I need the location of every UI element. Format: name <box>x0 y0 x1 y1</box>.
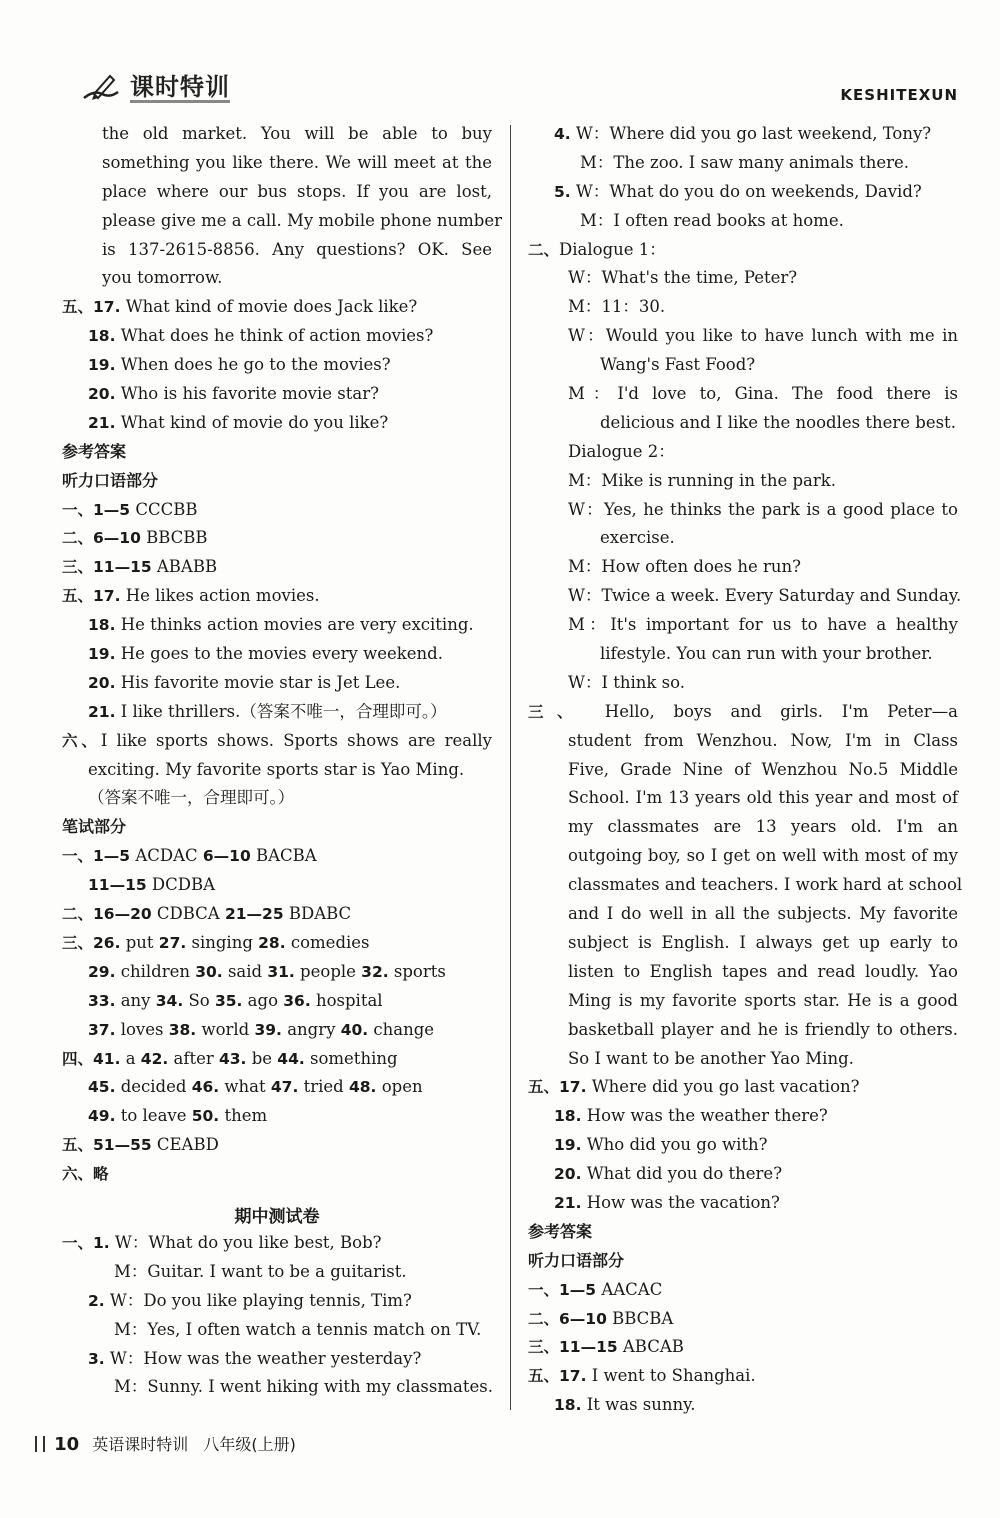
text-line <box>528 871 963 900</box>
item-text: a <box>120 1048 141 1068</box>
item-text: Five, Grade Nine of Wenzhou No.5 Middle <box>568 759 958 779</box>
item-text: W：What do you like best, Bob? <box>109 1232 382 1252</box>
text-line <box>62 1160 492 1189</box>
item-text: W：How was the weather yesterday? <box>104 1348 422 1368</box>
item-text: lifestyle. You can run with your brother. <box>600 644 933 664</box>
item-number: 6—10 <box>202 847 251 866</box>
text-line <box>62 120 492 149</box>
item-number: 33. <box>88 991 116 1010</box>
item-text: subject is English. I always get up early to <box>568 932 958 952</box>
item-text: Who is his favorite movie star? <box>115 384 379 404</box>
item-text: something <box>304 1048 398 1068</box>
item-number: 六、 <box>62 731 101 750</box>
item-number: 五、51—55 <box>62 1136 152 1155</box>
text-line <box>528 1131 958 1160</box>
item-number: 二、6—10 <box>62 529 141 548</box>
text-line <box>62 351 492 380</box>
item-text: So I want to be another Yao Ming. <box>568 1048 854 1068</box>
item-number: 36. <box>283 991 311 1010</box>
text-line <box>528 149 958 178</box>
item-number: 4. <box>554 125 571 143</box>
item-number: 21. <box>554 1193 582 1212</box>
text-line <box>62 380 492 409</box>
item-text: M：It's important for us to have a healthy <box>568 615 958 635</box>
item-number: 37. <box>88 1020 116 1039</box>
item-text: How was the weather there? <box>581 1106 828 1126</box>
page-number: 10 <box>54 1434 80 1455</box>
item-number: 三、26. <box>62 933 121 952</box>
item-number: 21. <box>88 413 116 432</box>
text-line <box>528 842 958 871</box>
item-text: It was sunny. <box>581 1395 696 1415</box>
item-text: delicious and I like the noodles there best. <box>600 412 956 432</box>
item-text: them <box>219 1106 268 1126</box>
item-number: 21. <box>88 702 116 721</box>
text-line <box>62 207 502 236</box>
item-text: comedies <box>285 932 370 952</box>
text-line <box>528 611 958 640</box>
item-text: exciting. My favorite sports star is Yao Ming. <box>88 759 465 779</box>
item-number: 47. <box>270 1078 299 1097</box>
item-number: 44. <box>277 1049 305 1068</box>
item-text: School. I'm 13 years old this year and most of <box>568 788 958 808</box>
item-text: listen to English tapes and read loudly. Yao <box>568 961 958 981</box>
item-text: exercise. <box>600 528 675 548</box>
text-line <box>528 178 958 207</box>
text-line <box>62 958 492 987</box>
item-text: singing <box>186 932 259 952</box>
text-line <box>528 438 958 467</box>
item-text: after <box>168 1048 219 1068</box>
item-text: So <box>183 990 215 1010</box>
item-number: 二、 <box>528 240 560 259</box>
item-text: Dialogue 2： <box>568 441 675 461</box>
item-number: 19. <box>88 356 116 375</box>
item-text: is 137-2615-8856. Any questions? OK. See <box>102 239 492 259</box>
item-text: tried <box>298 1077 349 1097</box>
item-number: 三、11—15 <box>528 1338 618 1357</box>
text-line <box>62 236 492 265</box>
item-number: 3. <box>88 1349 105 1368</box>
item-number: 五、17. <box>528 1078 587 1097</box>
item-text: DCDBA <box>146 875 216 895</box>
text-line <box>528 207 958 236</box>
text-line <box>528 813 958 842</box>
item-text: open <box>376 1077 423 1097</box>
item-text: CEABD <box>151 1135 219 1155</box>
item-text: be <box>246 1048 278 1068</box>
item-text: M：Yes, I often watch a tennis match on TV. <box>114 1319 482 1339</box>
text-line <box>528 496 958 525</box>
heading-text: 笔试部分 <box>62 817 127 837</box>
item-number: 19. <box>88 645 116 664</box>
item-number: 46. <box>191 1078 220 1097</box>
item-number: 18. <box>88 616 116 635</box>
text-line <box>62 264 492 293</box>
text-line <box>528 351 958 380</box>
item-text: M：The zoo. I saw many animals there. <box>580 152 910 172</box>
item-text: please give me a call. My mobile phone number <box>102 210 502 230</box>
item-number: 48. <box>348 1078 377 1097</box>
item-text: I like thrillers.（答案不唯一，合理即可。） <box>115 701 447 721</box>
text-line <box>62 149 492 178</box>
item-text: What did you do there? <box>581 1164 783 1184</box>
item-text: M：I'd love to, Gina. The food there is <box>568 384 958 404</box>
item-number: 五、17. <box>528 1367 587 1386</box>
item-text: M：11：30. <box>568 297 666 317</box>
item-number: 43. <box>218 1049 247 1068</box>
text-line <box>528 756 958 785</box>
item-text: the old market. You will be able to buy <box>102 124 492 143</box>
section-heading <box>528 1247 958 1276</box>
item-number: 二、16—20 <box>62 905 152 924</box>
item-text: BDABC <box>283 904 352 924</box>
text-line <box>528 640 958 669</box>
item-text: place where our bus stops. If you are lost, <box>102 181 492 201</box>
left-column <box>62 120 502 1402</box>
text-line <box>528 293 958 322</box>
text-line <box>528 698 958 727</box>
item-text: ACDAC <box>130 846 203 866</box>
text-line <box>528 1362 958 1391</box>
item-text: BBCBA <box>606 1308 674 1328</box>
item-text: W：What do you do on weekends, David? <box>570 181 922 201</box>
item-number: 五、17. <box>62 298 121 317</box>
item-number: 27. <box>158 933 187 952</box>
text-line <box>62 553 492 582</box>
pen-icon <box>80 72 122 104</box>
text-line <box>528 236 958 265</box>
section-heading <box>62 813 492 842</box>
item-number: 19. <box>554 1136 582 1155</box>
item-text: ago <box>242 990 284 1010</box>
item-number: 18. <box>88 327 116 346</box>
section-heading <box>62 467 492 496</box>
page-footer <box>35 1432 296 1455</box>
item-text: AACAC <box>596 1279 663 1299</box>
text-line <box>62 524 492 553</box>
item-text: and I do well in all the subjects. My favorite <box>568 904 958 924</box>
book-title: 英语课时特训 <box>92 1435 189 1454</box>
brand-name: 课时特训 <box>130 72 230 101</box>
item-text: outgoing boy, so I get on well with most of my <box>568 846 958 866</box>
text-line <box>62 756 492 785</box>
item-number: 11—15 <box>88 876 147 895</box>
item-number: 42. <box>140 1049 169 1068</box>
item-number: 一、1—5 <box>62 500 131 519</box>
text-line <box>62 842 492 871</box>
item-text: He likes action movies. <box>120 586 320 606</box>
item-number: 38. <box>168 1020 197 1039</box>
text-line <box>528 264 958 293</box>
text-line <box>62 1102 492 1131</box>
text-line <box>62 1345 492 1374</box>
text-line <box>62 322 492 351</box>
text-line <box>528 1073 958 1102</box>
item-text: M：I often read books at home. <box>580 210 844 230</box>
brand-logo <box>80 72 230 104</box>
text-line <box>528 553 958 582</box>
text-line <box>528 784 958 813</box>
item-text: Dialogue 1： <box>559 239 666 259</box>
item-number: 5. <box>554 182 571 201</box>
text-line <box>528 929 958 958</box>
item-text: BACBA <box>250 846 317 866</box>
item-text: His favorite movie star is Jet Lee. <box>115 672 401 692</box>
item-text: any <box>115 990 156 1010</box>
item-number: 18. <box>554 1107 582 1126</box>
item-text: M：Sunny. I went hiking with my classmates. <box>114 1377 493 1397</box>
item-text: I like sports shows. Sports shows are really <box>100 730 492 750</box>
item-text: classmates and teachers. I work hard at school <box>568 875 963 895</box>
text-line <box>62 496 492 525</box>
item-text: CDBCA <box>151 904 225 924</box>
item-text: He goes to the movies every weekend. <box>115 644 443 664</box>
item-text: W：Twice a week. Every Saturday and Sunday. <box>568 586 962 606</box>
page-header <box>0 60 1000 110</box>
text-line <box>528 1305 958 1334</box>
item-number: 五、17. <box>62 587 121 606</box>
item-number: 2. <box>88 1291 105 1310</box>
item-text: M：Mike is running in the park. <box>568 470 836 490</box>
text-line <box>62 640 492 669</box>
text-line <box>528 958 958 987</box>
item-text: How was the vacation? <box>581 1192 780 1212</box>
item-text: student from Wenzhou. Now, I'm in Class <box>568 730 958 750</box>
text-line <box>62 1045 492 1074</box>
text-line <box>528 322 958 351</box>
item-number: 一、1. <box>62 1233 110 1252</box>
item-number: 40. <box>340 1020 369 1039</box>
item-text: my classmates are 13 years old. I'm an <box>568 817 958 837</box>
heading-text: 听力口语部分 <box>62 470 159 490</box>
item-number: 34. <box>155 991 184 1010</box>
text-line <box>62 1229 492 1258</box>
heading-text: 听力口语部分 <box>528 1250 625 1270</box>
header-right-text: KESHITEXUN <box>840 86 958 104</box>
text-line <box>62 1131 492 1160</box>
text-line <box>62 611 492 640</box>
text-line <box>528 1045 958 1074</box>
text-line <box>62 178 492 207</box>
text-line <box>528 380 958 409</box>
item-text: What kind of movie do you like? <box>115 412 389 432</box>
item-number: 28. <box>258 933 286 952</box>
item-text: Where did you go last vacation? <box>586 1077 860 1097</box>
text-line <box>62 987 492 1016</box>
item-text: W：Yes, he thinks the park is a good place to <box>568 499 958 519</box>
text-line <box>528 582 962 611</box>
text-line <box>528 669 958 698</box>
item-text: world <box>196 1019 255 1039</box>
item-number: 50. <box>191 1107 220 1126</box>
item-number: 39. <box>254 1020 282 1039</box>
section-heading <box>528 1218 958 1247</box>
text-line <box>528 727 958 756</box>
item-text: M：Guitar. I want to be a guitarist. <box>114 1261 407 1281</box>
text-line <box>528 1189 958 1218</box>
item-text: W：Do you like playing tennis, Tim? <box>104 1290 412 1310</box>
item-number: 三、 <box>528 702 587 721</box>
item-text: What does he think of action movies? <box>115 326 434 346</box>
item-text: W：I think so. <box>568 672 685 692</box>
text-line <box>62 1258 492 1287</box>
item-number: 20. <box>88 385 116 404</box>
heading-text: 参考答案 <box>62 441 127 461</box>
item-number: 一、1—5 <box>528 1280 597 1299</box>
text-line <box>62 1373 492 1402</box>
item-number: 32. <box>361 962 389 981</box>
text-line <box>62 698 492 727</box>
text-line <box>62 900 492 929</box>
item-text: to leave <box>115 1106 192 1126</box>
text-line <box>528 120 958 149</box>
item-text: W：What's the time, Peter? <box>568 268 798 288</box>
item-text: ABCAB <box>617 1337 684 1357</box>
item-number: 29. <box>88 962 116 981</box>
text-line <box>62 669 492 698</box>
item-text: M：How often does he run? <box>568 557 801 577</box>
item-number: 三、11—15 <box>62 558 152 577</box>
item-text: hospital <box>310 990 383 1010</box>
text-line <box>62 727 492 756</box>
item-text: decided <box>115 1077 192 1097</box>
text-line <box>528 1160 958 1189</box>
text-line <box>528 409 958 438</box>
text-line <box>62 1316 492 1345</box>
item-text: What kind of movie does Jack like? <box>120 297 418 317</box>
item-text: you tomorrow. <box>102 268 223 288</box>
text-line <box>528 1102 958 1131</box>
text-line <box>528 900 958 929</box>
item-text: （答案不唯一，合理即可。） <box>88 788 295 808</box>
item-number: 18. <box>554 1396 582 1415</box>
item-text: He thinks action movies are very exciting. <box>115 615 474 635</box>
item-text: Hello, boys and girls. I'm Peter—a <box>586 701 958 721</box>
item-number: 六、略 <box>62 1165 109 1184</box>
item-number: 一、1—5 <box>62 847 131 866</box>
text-line <box>62 582 492 611</box>
text-line <box>528 1016 958 1045</box>
text-line <box>62 929 492 958</box>
item-text: Ming is my favorite sports star. He is a good <box>568 990 958 1010</box>
column-divider <box>510 125 511 1410</box>
book-grade: 八年级(上册) <box>203 1435 296 1454</box>
text-line <box>528 1391 958 1420</box>
item-text: put <box>120 932 159 952</box>
item-text: When does he go to the movies? <box>115 355 391 375</box>
heading-text: 参考答案 <box>528 1221 593 1241</box>
text-line <box>528 1276 958 1305</box>
item-number: 四、41. <box>62 1049 121 1068</box>
item-text: Who did you go with? <box>581 1135 768 1155</box>
item-number: 20. <box>88 673 116 692</box>
item-text: W：Where did you go last weekend, Tony? <box>570 124 932 143</box>
item-text: basketball player and he is friendly to others. <box>568 1019 958 1039</box>
item-text: W：Would you like to have lunch with me in <box>568 326 958 346</box>
item-number: 45. <box>88 1078 116 1097</box>
item-text: said <box>222 961 268 981</box>
item-text: CCCBB <box>130 499 198 519</box>
section-heading <box>62 438 492 467</box>
text-line <box>62 784 492 813</box>
item-text: what <box>219 1077 271 1097</box>
item-text: change <box>368 1019 435 1039</box>
item-text: Wang's Fast Food? <box>600 355 756 375</box>
item-number: 31. <box>267 962 295 981</box>
item-number: 35. <box>214 991 243 1010</box>
text-line <box>62 1016 492 1045</box>
item-number: 二、6—10 <box>528 1309 607 1328</box>
text-line <box>62 871 492 900</box>
item-text: loves <box>115 1019 169 1039</box>
item-text: ABABB <box>151 557 218 577</box>
text-line <box>62 1287 492 1316</box>
text-line <box>62 293 492 322</box>
right-column <box>528 120 963 1420</box>
item-number: 20. <box>554 1165 582 1184</box>
text-line <box>62 1073 492 1102</box>
item-number: 21—25 <box>224 905 284 924</box>
item-text: sports <box>388 961 446 981</box>
item-text: children <box>115 961 196 981</box>
item-text: people <box>294 961 362 981</box>
item-text: BBCBB <box>140 528 208 548</box>
text-line <box>528 467 958 496</box>
item-text: something you like there. We will meet at the <box>102 152 492 172</box>
exam-title: 期中测试卷 <box>234 1206 320 1227</box>
text-line <box>528 1333 958 1362</box>
text-line <box>528 524 958 553</box>
item-text: I went to Shanghai. <box>586 1366 756 1386</box>
text-line <box>62 409 492 438</box>
item-number: 49. <box>88 1107 116 1126</box>
text-line <box>528 987 958 1016</box>
item-text: angry <box>281 1019 341 1039</box>
footer-mark <box>35 1436 45 1452</box>
item-number: 30. <box>195 962 223 981</box>
